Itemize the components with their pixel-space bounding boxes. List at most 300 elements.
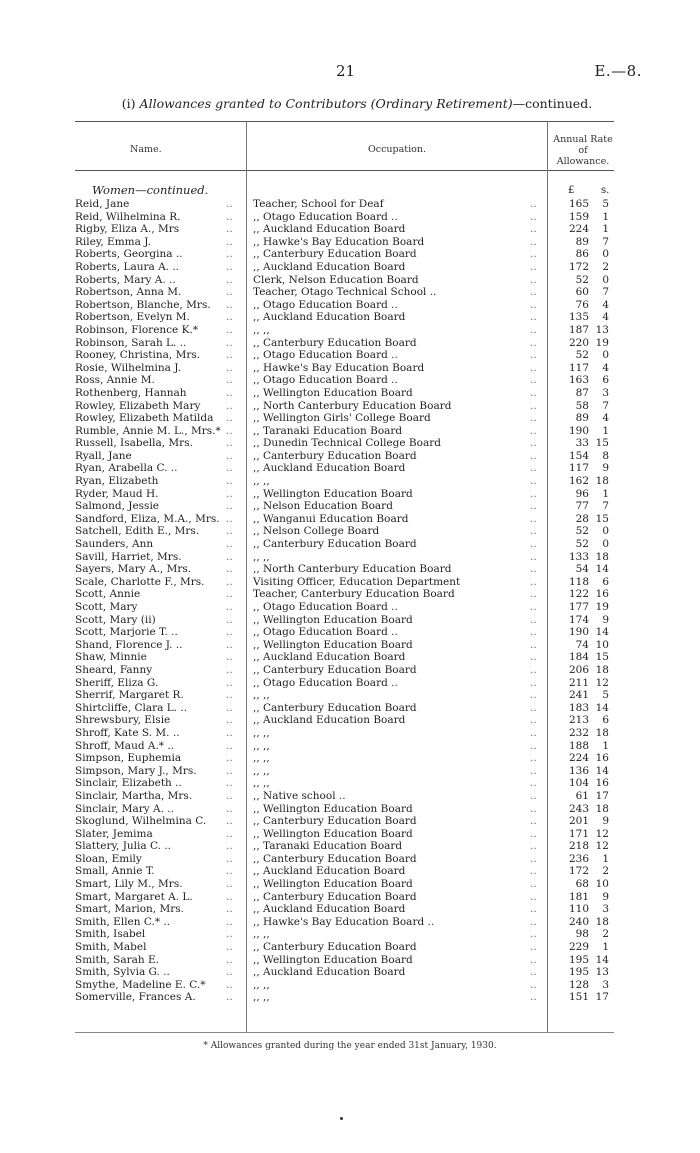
- occupation-leader-dots: ..: [530, 815, 537, 828]
- table-row: [0, 337, 700, 350]
- pensioner-name: Rothenberg, Hannah: [75, 386, 187, 399]
- name-leader-dots: ..: [226, 349, 233, 362]
- table-row: [0, 991, 700, 1004]
- occupation-leader-dots: ..: [530, 512, 537, 525]
- footnote: * Allowances granted during the year ended 31st January, 1930.: [203, 1041, 497, 1051]
- allowance-pounds: 122: [568, 588, 589, 601]
- occupation: ,, Canterbury Education Board: [253, 941, 417, 954]
- occupation: ,, Canterbury Education Board: [253, 248, 417, 261]
- occupation-leader-dots: ..: [530, 802, 537, 815]
- pensioner-name: Robinson, Florence K.*: [75, 323, 199, 336]
- currency-shillings-label: s.: [601, 185, 610, 196]
- name-leader-dots: ..: [226, 865, 233, 878]
- allowance-pounds: 232: [568, 726, 589, 739]
- pensioner-name: Russell, Isabella, Mrs.: [75, 437, 193, 450]
- allowance-shillings: 3: [602, 386, 609, 399]
- table-row: [0, 349, 700, 362]
- table-row: [0, 765, 700, 778]
- name-leader-dots: ..: [226, 915, 233, 928]
- allowance-pounds: 183: [568, 701, 589, 714]
- occupation: ,, Wellington Education Board: [253, 386, 413, 399]
- name-leader-dots: ..: [226, 852, 233, 865]
- occupation: ,, Taranaki Education Board: [253, 840, 403, 853]
- occupation-leader-dots: ..: [530, 248, 537, 261]
- pensioner-name: Simpson, Euphemia: [75, 752, 182, 765]
- table-row: [0, 387, 700, 400]
- allowance-shillings: 7: [602, 286, 609, 299]
- table-row: [0, 286, 700, 299]
- table-row: [0, 248, 700, 261]
- pensioner-name: Smith, Sylvia G. ..: [75, 966, 170, 979]
- table-row: [0, 853, 700, 866]
- pensioner-name: Smythe, Madeline E. C.*: [75, 978, 206, 991]
- allowance-pounds: 213: [568, 714, 589, 727]
- pensioner-name: Reid, Wilhelmina R.: [75, 210, 181, 223]
- allowance-pounds: 54: [575, 563, 589, 576]
- occupation-leader-dots: ..: [530, 210, 537, 223]
- occupation-leader-dots: ..: [530, 374, 537, 387]
- table-row: [0, 677, 700, 690]
- occupation: Teacher, Canterbury Education Board: [253, 588, 455, 601]
- allowance-shillings: 18: [595, 915, 609, 928]
- allowance-shillings: 3: [602, 978, 609, 991]
- name-leader-dots: ..: [226, 487, 233, 500]
- occupation: ,, Auckland Education Board: [253, 903, 406, 916]
- table-row: [0, 311, 700, 324]
- occupation: ,, Canterbury Education Board: [253, 336, 417, 349]
- name-leader-dots: ..: [226, 512, 233, 525]
- occupation: ,, ,,: [253, 978, 270, 991]
- allowance-shillings: 16: [595, 777, 609, 790]
- allowance-shillings: 14: [595, 764, 609, 777]
- pensioner-name: Satchell, Edith E., Mrs.: [75, 525, 200, 538]
- occupation: ,, Canterbury Education Board: [253, 538, 417, 551]
- name-leader-dots: ..: [226, 978, 233, 991]
- table-row: [0, 664, 700, 677]
- allowance-pounds: 96: [575, 487, 589, 500]
- occupation: ,, Wellington Girls' College Board: [253, 412, 431, 425]
- name-leader-dots: ..: [226, 374, 233, 387]
- occupation: ,, ,,: [253, 739, 270, 752]
- occupation: ,, Canterbury Education Board: [253, 852, 417, 865]
- name-leader-dots: ..: [226, 928, 233, 941]
- allowance-pounds: 28: [575, 512, 589, 525]
- allowance-shillings: 8: [602, 449, 609, 462]
- allowance-shillings: 14: [595, 953, 609, 966]
- allowance-shillings: 1: [602, 739, 609, 752]
- name-leader-dots: ..: [226, 752, 233, 765]
- pensioner-name: Smith, Isabel: [75, 928, 146, 941]
- allowance-shillings: 3: [602, 903, 609, 916]
- allowance-pounds: 190: [568, 626, 589, 639]
- table-row: [0, 412, 700, 425]
- occupation-leader-dots: ..: [530, 676, 537, 689]
- occupation-leader-dots: ..: [530, 663, 537, 676]
- allowance-pounds: 181: [568, 890, 589, 903]
- occupation-leader-dots: ..: [530, 487, 537, 500]
- occupation-leader-dots: ..: [530, 626, 537, 639]
- allowance-shillings: 9: [602, 815, 609, 828]
- occupation-leader-dots: ..: [530, 966, 537, 979]
- allowance-pounds: 190: [568, 424, 589, 437]
- occupation: Teacher, Otago Technical School ..: [253, 286, 437, 299]
- table-row: [0, 576, 700, 589]
- allowance-shillings: 14: [595, 626, 609, 639]
- table-row: [0, 878, 700, 891]
- name-leader-dots: ..: [226, 815, 233, 828]
- name-leader-dots: ..: [226, 575, 233, 588]
- occupation: ,, ,,: [253, 777, 270, 790]
- allowance-shillings: 19: [595, 601, 609, 613]
- allowance-shillings: 13: [595, 323, 609, 336]
- occupation: ,, ,,: [253, 752, 270, 765]
- allowance-shillings: 1: [602, 223, 609, 236]
- occupation-leader-dots: ..: [530, 651, 537, 664]
- name-leader-dots: ..: [226, 941, 233, 954]
- occupation-leader-dots: ..: [530, 563, 537, 576]
- occupation-leader-dots: ..: [530, 260, 537, 273]
- table-row: [0, 891, 700, 904]
- name-leader-dots: ..: [226, 412, 233, 425]
- table-row: [0, 450, 700, 463]
- allowance-pounds: 117: [568, 462, 589, 475]
- table-row: [0, 803, 700, 816]
- header-bottom-rule: [75, 170, 614, 171]
- occupation-leader-dots: ..: [530, 525, 537, 538]
- allowance-shillings: 0: [602, 349, 609, 362]
- occupation-leader-dots: ..: [530, 764, 537, 777]
- allowance-pounds: 243: [568, 802, 589, 815]
- allowance-pounds: 172: [568, 260, 589, 273]
- occupation-leader-dots: ..: [530, 449, 537, 462]
- allowance-shillings: 7: [602, 235, 609, 248]
- name-leader-dots: ..: [226, 525, 233, 538]
- allowance-shillings: 16: [595, 588, 609, 601]
- name-leader-dots: ..: [226, 500, 233, 513]
- occupation-leader-dots: ..: [530, 903, 537, 916]
- allowance-pounds: 154: [568, 449, 589, 462]
- pensioner-name: Slattery, Julia C. ..: [75, 840, 171, 853]
- occupation: ,, Wellington Education Board: [253, 953, 413, 966]
- allowance-shillings: 15: [595, 437, 609, 450]
- occupation: ,, Auckland Education Board: [253, 311, 406, 324]
- table-row: [0, 903, 700, 916]
- occupation-leader-dots: ..: [530, 890, 537, 903]
- table-row: [0, 740, 700, 753]
- occupation-leader-dots: ..: [530, 978, 537, 991]
- occupation: ,, Auckland Education Board: [253, 223, 406, 236]
- column-header-name: Name.: [130, 144, 162, 155]
- occupation-leader-dots: ..: [530, 273, 537, 286]
- name-leader-dots: ..: [226, 714, 233, 727]
- pensioner-name: Salmond, Jessie: [75, 500, 160, 513]
- allowance-pounds: 240: [568, 915, 589, 928]
- allowance-shillings: 19: [595, 336, 609, 349]
- allowance-pounds: 77: [575, 500, 589, 513]
- occupation: ,, Auckland Education Board: [253, 651, 406, 664]
- allowance-pounds: 110: [568, 903, 589, 916]
- pensioner-name: Smith, Sarah E.: [75, 953, 159, 966]
- occupation: ,, ,,: [253, 323, 270, 336]
- table-row: [0, 513, 700, 526]
- occupation-leader-dots: ..: [530, 437, 537, 450]
- occupation-leader-dots: ..: [530, 500, 537, 513]
- allowance-shillings: 1: [602, 852, 609, 865]
- name-leader-dots: ..: [226, 223, 233, 236]
- allowance-pounds: 89: [575, 412, 589, 425]
- name-leader-dots: ..: [226, 550, 233, 563]
- pensioner-name: Scott, Mary (ii): [75, 613, 156, 626]
- occupation: ,, Hawke's Bay Education Board: [253, 361, 425, 374]
- allowance-pounds: 89: [575, 235, 589, 248]
- occupation: ,, Canterbury Education Board: [253, 449, 417, 462]
- occupation: ,, Auckland Education Board: [253, 865, 406, 878]
- occupation-leader-dots: ..: [530, 941, 537, 954]
- allowance-pounds: 184: [568, 651, 589, 664]
- occupation-leader-dots: ..: [530, 298, 537, 311]
- pensioner-name: Skoglund, Wilhelmina C.: [75, 815, 207, 828]
- pensioner-name: Sheriff, Eliza G.: [75, 676, 159, 689]
- name-leader-dots: ..: [226, 311, 233, 324]
- name-leader-dots: ..: [226, 878, 233, 891]
- name-leader-dots: ..: [226, 827, 233, 840]
- allowance-shillings: 17: [595, 789, 609, 802]
- table-row: [0, 601, 700, 614]
- allowance-shillings: 4: [602, 361, 609, 374]
- occupation: ,, Nelson Education Board: [253, 500, 393, 513]
- column-header-occupation: Occupation.: [368, 144, 427, 155]
- occupation-leader-dots: ..: [530, 223, 537, 236]
- occupation-leader-dots: ..: [530, 726, 537, 739]
- pensioner-name: Sinclair, Elizabeth ..: [75, 777, 182, 790]
- name-leader-dots: ..: [226, 198, 233, 210]
- name-leader-dots: ..: [226, 286, 233, 299]
- occupation: ,, Otago Education Board ..: [253, 626, 398, 639]
- occupation: ,, Wellington Education Board: [253, 827, 413, 840]
- table-row: [0, 928, 700, 941]
- allowance-pounds: 229: [568, 941, 589, 954]
- occupation-leader-dots: ..: [530, 928, 537, 941]
- rate-header-line-2: of Allowance.: [556, 145, 610, 167]
- occupation: ,, Otago Education Board ..: [253, 210, 398, 223]
- table-row: [0, 274, 700, 287]
- occupation: ,, Wanganui Education Board: [253, 512, 409, 525]
- table-row: [0, 626, 700, 639]
- pensioner-name: Robinson, Sarah L. ..: [75, 336, 187, 349]
- allowance-shillings: 5: [602, 198, 609, 210]
- occupation: ,, ,,: [253, 928, 270, 941]
- occupation: ,, Wellington Education Board: [253, 487, 413, 500]
- name-leader-dots: ..: [226, 991, 233, 1004]
- occupation: ,, Otago Education Board ..: [253, 298, 398, 311]
- pensioner-name: Sloan, Emily: [75, 852, 142, 865]
- name-leader-dots: ..: [226, 563, 233, 576]
- table-row: [0, 941, 700, 954]
- occupation-leader-dots: ..: [530, 588, 537, 601]
- table-row: [0, 790, 700, 803]
- pensioner-name: Sherrif, Margaret R.: [75, 689, 184, 702]
- table-top-rule: [75, 121, 614, 122]
- allowance-pounds: 136: [568, 764, 589, 777]
- table-row: [0, 488, 700, 501]
- allowance-pounds: 177: [568, 601, 589, 613]
- table-row: [0, 614, 700, 627]
- allowance-shillings: 17: [595, 991, 609, 1004]
- occupation-leader-dots: ..: [530, 399, 537, 412]
- allowance-shillings: 18: [595, 475, 609, 488]
- occupation: Teacher, School for Deaf: [253, 198, 384, 210]
- name-leader-dots: ..: [226, 588, 233, 601]
- name-leader-dots: ..: [226, 437, 233, 450]
- occupation-leader-dots: ..: [530, 638, 537, 651]
- allowance-shillings: 12: [595, 827, 609, 840]
- allowance-pounds: 188: [568, 739, 589, 752]
- pensioner-name: Rumble, Annie M. L., Mrs.*: [75, 424, 221, 437]
- name-leader-dots: ..: [226, 638, 233, 651]
- allowance-shillings: 1: [602, 424, 609, 437]
- pensioner-name: Simpson, Mary J., Mrs.: [75, 764, 197, 777]
- allowance-pounds: 52: [575, 538, 589, 551]
- table-row: [0, 236, 700, 249]
- allowance-pounds: 61: [575, 789, 589, 802]
- table-row: [0, 500, 700, 513]
- name-leader-dots: ..: [226, 764, 233, 777]
- pensioner-name: Robertson, Anna M.: [75, 286, 182, 299]
- occupation-leader-dots: ..: [530, 424, 537, 437]
- allowance-pounds: 151: [568, 991, 589, 1004]
- table-row: [0, 916, 700, 929]
- allowance-pounds: 60: [575, 286, 589, 299]
- occupation-leader-dots: ..: [530, 701, 537, 714]
- allowance-shillings: 15: [595, 651, 609, 664]
- pensioner-name: Ross, Annie M.: [75, 374, 155, 387]
- allowance-pounds: 220: [568, 336, 589, 349]
- allowance-shillings: 18: [595, 802, 609, 815]
- allowance-shillings: 13: [595, 966, 609, 979]
- occupation-leader-dots: ..: [530, 991, 537, 1004]
- table-row: [0, 538, 700, 551]
- occupation-leader-dots: ..: [530, 777, 537, 790]
- allowance-shillings: 6: [602, 714, 609, 727]
- occupation: ,, Hawke's Bay Education Board ..: [253, 915, 435, 928]
- page-mark: [340, 1117, 343, 1120]
- table-row: [0, 865, 700, 878]
- occupation-leader-dots: ..: [530, 953, 537, 966]
- caption-title: Allowances granted to Contributors (Ordinary Retirement): [139, 96, 513, 111]
- allowance-shillings: 6: [602, 374, 609, 387]
- pensioner-name: Reid, Jane: [75, 198, 130, 210]
- pensioner-name: Ryan, Elizabeth: [75, 475, 159, 488]
- allowance-pounds: 224: [568, 752, 589, 765]
- name-leader-dots: ..: [226, 840, 233, 853]
- occupation: ,, Wellington Education Board: [253, 638, 413, 651]
- allowance-shillings: 1: [602, 941, 609, 954]
- occupation-leader-dots: ..: [530, 827, 537, 840]
- allowance-table-body: [0, 198, 700, 1004]
- allowance-shillings: 0: [602, 538, 609, 551]
- table-row: [0, 223, 700, 236]
- allowance-pounds: 162: [568, 475, 589, 488]
- allowance-shillings: 9: [602, 613, 609, 626]
- occupation-leader-dots: ..: [530, 689, 537, 702]
- name-leader-dots: ..: [226, 903, 233, 916]
- allowance-shillings: 0: [602, 273, 609, 286]
- allowance-pounds: 86: [575, 248, 589, 261]
- pensioner-name: Sayers, Mary A., Mrs.: [75, 563, 192, 576]
- table-row: [0, 525, 700, 538]
- allowance-shillings: 4: [602, 311, 609, 324]
- pensioner-name: Shroff, Maud A.* ..: [75, 739, 175, 752]
- allowance-pounds: 206: [568, 663, 589, 676]
- allowance-pounds: 118: [568, 575, 589, 588]
- pensioner-name: Rowley, Elizabeth Mary: [75, 399, 201, 412]
- occupation: ,, ,,: [253, 991, 270, 1004]
- table-row: [0, 400, 700, 413]
- occupation: ,, North Canterbury Education Board: [253, 399, 452, 412]
- name-leader-dots: ..: [226, 890, 233, 903]
- name-leader-dots: ..: [226, 613, 233, 626]
- allowance-pounds: 68: [575, 878, 589, 891]
- table-row: [0, 588, 700, 601]
- allowance-pounds: 135: [568, 311, 589, 324]
- allowance-shillings: 16: [595, 752, 609, 765]
- occupation: ,, Auckland Education Board: [253, 966, 406, 979]
- name-leader-dots: ..: [226, 676, 233, 689]
- pensioner-name: Slater, Jemima: [75, 827, 153, 840]
- allowance-shillings: 10: [595, 638, 609, 651]
- pensioner-name: Robertson, Blanche, Mrs.: [75, 298, 211, 311]
- allowance-pounds: 117: [568, 361, 589, 374]
- page-header: [0, 62, 700, 82]
- pensioner-name: Smith, Mabel: [75, 941, 147, 954]
- occupation-leader-dots: ..: [530, 852, 537, 865]
- caption-suffix: —continued.: [512, 96, 593, 111]
- table-row: [0, 979, 700, 992]
- occupation: ,, Auckland Education Board: [253, 260, 406, 273]
- pensioner-name: Shrewsbury, Elsie: [75, 714, 171, 727]
- table-row: [0, 362, 700, 375]
- occupation-leader-dots: ..: [530, 840, 537, 853]
- pensioner-name: Savill, Harriet, Mrs.: [75, 550, 182, 563]
- allowance-pounds: 187: [568, 323, 589, 336]
- name-leader-dots: ..: [226, 273, 233, 286]
- pensioner-name: Smart, Lily M., Mrs.: [75, 878, 183, 891]
- table-row: [0, 777, 700, 790]
- allowance-pounds: 128: [568, 978, 589, 991]
- occupation-leader-dots: ..: [530, 789, 537, 802]
- name-leader-dots: ..: [226, 663, 233, 676]
- table-row: [0, 211, 700, 224]
- pensioner-name: Somerville, Frances A.: [75, 991, 196, 1004]
- name-leader-dots: ..: [226, 739, 233, 752]
- allowance-pounds: 74: [575, 638, 589, 651]
- name-leader-dots: ..: [226, 248, 233, 261]
- name-leader-dots: ..: [226, 386, 233, 399]
- occupation-leader-dots: ..: [530, 386, 537, 399]
- page-number: 21: [336, 62, 356, 80]
- occupation: ,, ,,: [253, 764, 270, 777]
- occupation: ,, Auckland Education Board: [253, 714, 406, 727]
- rate-header-line-1: Annual Rate: [553, 134, 613, 145]
- occupation-leader-dots: ..: [530, 462, 537, 475]
- allowance-shillings: 7: [602, 500, 609, 513]
- allowance-pounds: 201: [568, 815, 589, 828]
- allowance-shillings: 18: [595, 663, 609, 676]
- pensioner-name: Sandford, Eliza, M.A., Mrs.: [75, 512, 220, 525]
- occupation: ,, Otago Education Board ..: [253, 601, 398, 613]
- allowance-shillings: 9: [602, 462, 609, 475]
- allowance-shillings: 12: [595, 840, 609, 853]
